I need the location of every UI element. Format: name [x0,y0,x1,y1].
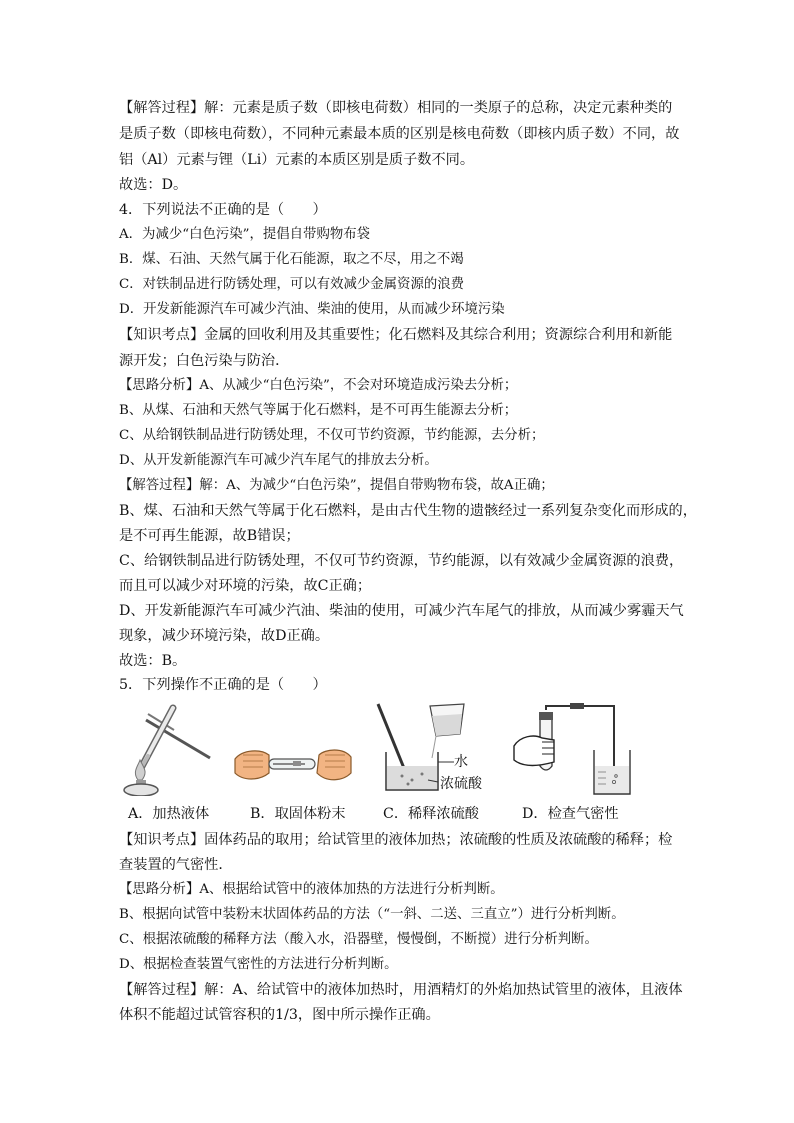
text-line: C、根据浓硫酸的稀释方法（酸入水，沿器壁，慢慢倒，不断搅）进行分析判断。 [119,932,598,947]
text-line: B、煤、石油和天然气等属于化石燃料，是由古代生物的遗骸经过一系列复杂变化而形成的， [119,503,697,519]
text-line: 体积不能超过试管容积的1/3，图中所示操作正确。 [119,1007,440,1023]
text-line: 【知识考点】固体药品的取用；给试管里的液体加热；浓硫酸的性质及浓硫酸的稀释；检 [119,832,673,848]
taking-powder-illustration [233,743,353,787]
caption-a: A．加热液体 [128,806,210,822]
airtightness-check-illustration [510,702,632,798]
question-title: 4．下列说法不正确的是（ ） [119,202,327,218]
caption-d: D．检查气密性 [522,806,619,822]
text-line: 【解答过程】解：A、为减少“白色污染”，提倡自带购物布袋，故A正确； [119,478,554,493]
option-a: A．为减少“白色污染”，提倡自带购物布袋 [119,227,371,242]
text-line: 是质子数（即核电荷数），不同种元素最本质的区别是核电荷数（即核内质子数）不同，故 [119,126,680,142]
text-line: 【解答过程】解：A、给试管中的液体加热时，用酒精灯的外焰加热试管里的液体，且液体 [119,982,683,998]
text-line: 现象，减少环境污染，故D正确。 [119,628,330,644]
text-line: 故选：B。 [119,653,187,669]
option-d: D．开发新能源汽车可减少汽油、柴油的使用，从而减少环境污染 [119,302,505,317]
text-line: B、根据向试管中装粉末状固体药品的方法（“一斜、二送、三直立”）进行分析判断。 [119,907,625,922]
caption-c: C．稀释浓硫酸 [383,806,479,822]
text-line: C、从给钢铁制品进行防锈处理，不仅可节约资源，节约能源，去分析； [119,428,545,443]
text-line: C、给钢铁制品进行防锈处理，不仅可节约资源，节约能源，以有效减少金属资源的浪费， [119,553,684,569]
caption-b: B．取固体粉末 [250,806,346,822]
text-line: D、根据检查装置气密性的方法进行分析判断。 [119,957,398,972]
heating-liquid-illustration [118,700,218,796]
text-line: 查装置的气密性． [119,857,233,873]
option-c: C．对铁制品进行防锈处理，可以有效减少金属资源的浪费 [119,277,465,292]
text-line: 是不可再生能源，故B错误； [119,528,300,544]
question-title: 5．下列操作不正确的是（ ） [119,677,327,693]
text-line: 源开发；白色污染与防治． [119,353,290,369]
text-line: 而且可以减少对环境的污染，故C正确； [119,578,372,594]
text-line: 【解答过程】解：元素是质子数（即核电荷数）相同的一类原子的总称，决定元素种类的 [119,100,673,116]
label-acid: 浓硫酸 [440,776,482,792]
text-line: D、从开发新能源汽车可减少汽车尾气的排放去分析。 [119,453,438,468]
text-line: 【思路分析】A、根据给试管中的液体加热的方法进行分析判断。 [119,882,504,897]
text-line: 【思路分析】A、从减少“白色污染”，不会对环境造成污染去分析； [119,378,518,393]
text-line: 【知识考点】金属的回收利用及其重要性；化石燃料及其综合利用；资源综合利用和新能 [119,327,673,343]
text-line: 故选：D。 [119,177,188,193]
text-line: D、开发新能源汽车可减少汽油、柴油的使用，可减少汽车尾气的排放，从而减少雾霾天气 [119,603,684,619]
label-water: 水 [454,754,468,770]
text-line: 铝（Al）元素与锂（Li）元素的本质区别是质子数不同。 [119,152,475,168]
option-b: B．煤、石油、天然气属于化石能源，取之不尽，用之不竭 [119,252,464,267]
text-line: B、从煤、石油和天然气等属于化石燃料，是不可再生能源去分析； [119,403,518,418]
